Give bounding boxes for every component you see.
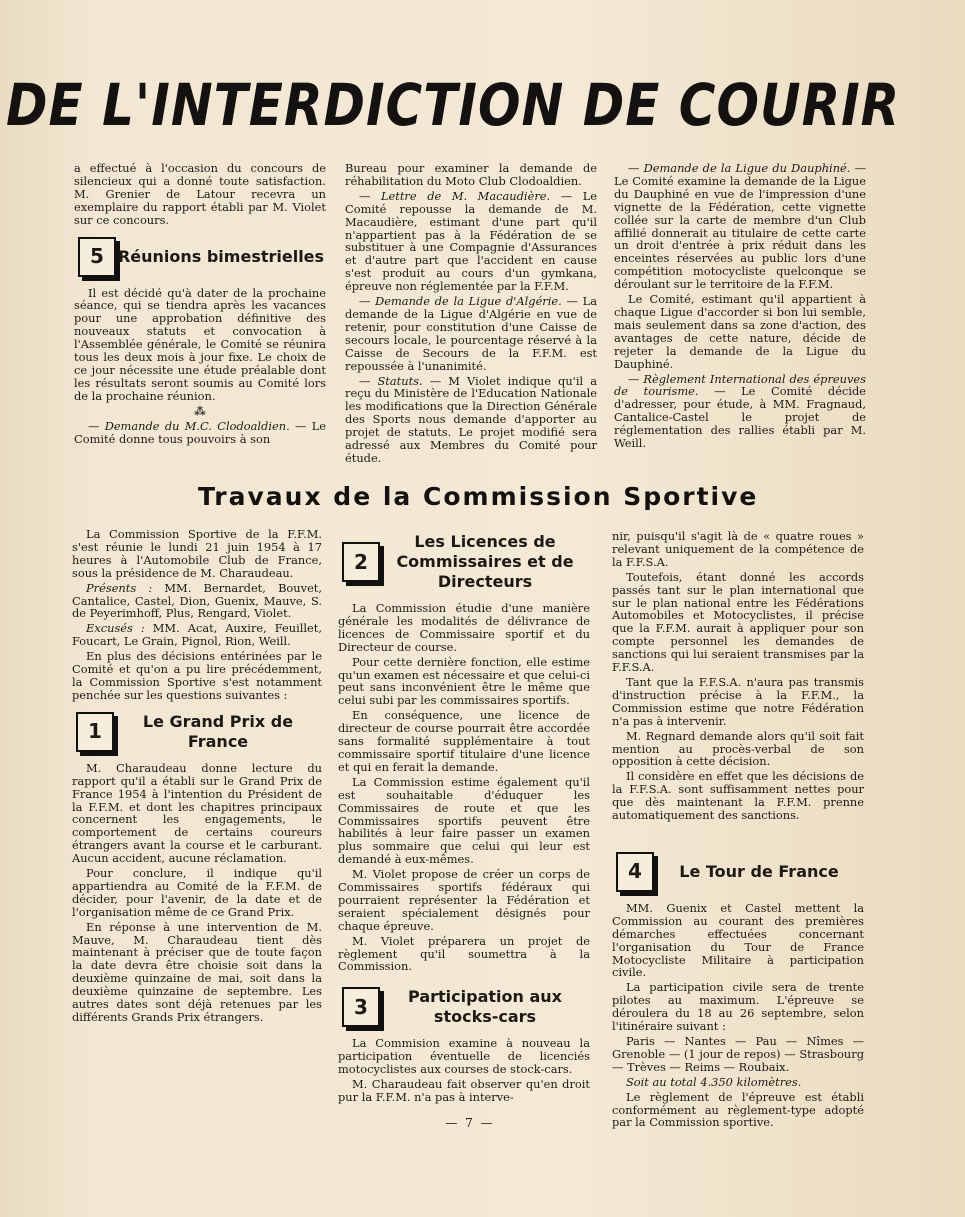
bottom-col3-paragraph: Toutefois, étant donné les accords passés tant sur le plan international que sur le plan national entre les Fédérations Automobiles et Motocyclistes, il précise que la F.F.M. aurait à appliquer pour son compte personnel les demandes de sanctions qui lui seraient transmises par la F.F.S.A. bbox=[612, 569, 864, 675]
section-title: Participation aux stocks-cars bbox=[408, 987, 562, 1027]
top-col3-paragraph: Le Comité, estimant qu'il appartient à chaque Ligue d'accorder si bon lui semble, mais seulement dans sa zone d'action, des avantages de cette nature, décide de rejeter la demande de la Ligue du Dauphiné. bbox=[614, 292, 866, 371]
bottom-col1-paragraph: La Commission Sportive de la F.F.M. s'est réunie le lundi 21 juin 1954 à 17 heures à l'Automobile Club de France, sous la présidence de M. Charaudeau. bbox=[72, 527, 322, 580]
bottom-col2-paragraph: La Commission estime également qu'il est souhaitable d'éduquer les Commissaires de route et que les Commissaires sportifs peuvent être habilités à leur faire passer un examen plus sommaire que celui qui leur est demandé à eux-mêmes. bbox=[338, 774, 590, 867]
bottom-col1-paragraph: Excusés : MM. Acat, Auxire, Feuillet, Foucart, Le Grain, Pignol, Rion, Weill. bbox=[72, 621, 322, 649]
bottom-col2-paragraph: Pour cette dernière fonction, elle estime qu'un examen est nécessaire et que celui-ci peut sans inconvénient être le même que celui subi par les commissaires sportifs. bbox=[338, 654, 590, 708]
section-number-badge: 2 bbox=[342, 542, 380, 582]
section-number-badge: 5 bbox=[78, 237, 116, 277]
top-col2-paragraph: Bureau pour examiner la demande de réhabilitation du Moto Club Clodoaldien. bbox=[345, 161, 597, 188]
section-title: Le Grand Prix de France bbox=[142, 711, 294, 751]
section-heading-3 bbox=[338, 987, 590, 1027]
bottom-col2-paragraph: M. Violet préparera un projet de règlement qu'il soumettra à la Commission. bbox=[338, 933, 590, 974]
section-title: Le Tour de France bbox=[679, 861, 839, 881]
section-number-badge: 4 bbox=[616, 852, 654, 892]
page-headline: DE L'INTERDICTION DE COURIR bbox=[6, 72, 901, 139]
bottom-col3-paragraph: Soit au total 4.350 kilomètres. bbox=[626, 1074, 802, 1089]
bottom-column-1 bbox=[72, 528, 322, 1026]
top-col2-paragraph: — Statuts. — M Violet indique qu'il a reçu du Ministère de l'Education Nationale les modifications que la Direction Générale des Sports nous demande d'apporter au projet de statuts. Le projet modifié sera adressé aux Membres du Comité pour étude. bbox=[345, 373, 598, 465]
top-col3-paragraph: — Règlement International des épreuves de tourisme. — Le Comité décide d'adresser, pour étude, à MM. Fragnaud, Cantalice-Castel le projet de réglementation des rallies établi par M. Weill. bbox=[614, 371, 866, 451]
bottom-column-2 bbox=[338, 530, 590, 1106]
section-heading: Travaux de la Commission Sportive bbox=[198, 482, 759, 511]
bottom-col1-paragraph: En plus des décisions entérinées par le Comité et qu'on a pu lire précédemment, la Commission Sportive s'est notamment penchée sur les questions suivantes : bbox=[72, 649, 322, 702]
bottom-col1-paragraph: M. Charaudeau donne lecture du rapport qu'il a établi sur le Grand Prix de France 1954 à l'intention du Président de la F.F.M. et dont les chapitres principaux concernent les engagements, le comportement de certains coureurs étrangers avant la course et le carburant. Aucun accident, aucune réclamation. bbox=[72, 760, 322, 866]
section-heading-1 bbox=[72, 712, 322, 752]
section-heading-4 bbox=[612, 852, 864, 892]
section-number-badge: 3 bbox=[342, 987, 380, 1027]
bottom-col1-paragraph: Présents : MM. Bernardet, Bouvet, Cantalice, Castel, Dion, Guenix, Mauve, S. de Peyerimhoff, Plus, Rengard, Violet. bbox=[72, 580, 323, 621]
bottom-col3-paragraph: nir, puisqu'il s'agit là de « quatre roues » relevant uniquement de la compétence de la F.F.S.A. bbox=[612, 529, 864, 569]
bottom-col3-paragraph: Le règlement de l'épreuve est établi conformément au règlement-type adopté par la Commission sportive. bbox=[612, 1089, 864, 1130]
bottom-col2-paragraph: M. Violet propose de créer un corps de Commissaires sportifs fédéraux qui pourraient représenter la Fédération et seraient spécialement désignés pour chaque épreuve. bbox=[338, 867, 590, 933]
bottom-col3-paragraph: M. Regnard demande alors qu'il soit fait mention au procès-verbal de son opposition à cette décision. bbox=[612, 728, 864, 769]
bottom-col2-paragraph: En conséquence, une licence de directeur de course pourrait être accordée sans formalité supplémentaire à tout commissaire sportif titulaire d'une licence et qui en ferait la demande. bbox=[338, 708, 590, 774]
page-number: — 7 — bbox=[445, 1116, 495, 1130]
bottom-col3-paragraph: Il considère en effet que les décisions de la F.F.S.A. sont suffisamment nettes pour que dès maintenant la F.F.M. prenne automatiquement des sanctions. bbox=[612, 769, 864, 823]
bottom-col1-paragraph: En réponse à une intervention de M. Mauve, M. Charaudeau tient dès maintenant à préciser que de toute façon la date devra être choisie soit dans la deuxième quinzaine de mai, soit dans la deuxième quinzaine de septembre. Les autres dates sont déjà retenues par les différents Grands Prix étrangers. bbox=[72, 919, 322, 1024]
bottom-col2-paragraph: M. Charaudeau fait observer qu'en droit pur la F.F.M. n'a pas à interve- bbox=[338, 1077, 590, 1104]
top-column-1 bbox=[74, 162, 326, 447]
top-col1-paragraph: Il est décidé qu'à dater de la prochaine séance, qui se tiendra après les vacances pour une approbation définitive des nouveaux statuts et convocation à l'Assemblée générale, le Comité se réunira tous les deux mois à jour fixe. Le choix de ce jour nécessite une étude préalable dont les résultats seront soumis au Comité lors de la prochaine réunion. bbox=[74, 285, 326, 403]
section-title: Réunions bimestrielles bbox=[117, 246, 325, 266]
top-col3-paragraph: — Demande de la Ligue du Dauphiné. — Le Comité examine la demande de la Ligue du Dauphiné en vue de l'impression d'une vignette de la Fédération, cette vignette collée sur la carte de membre d'un Club affilié donnerait au titulaire de cette carte un droit d'entrée à prix réduit dans les enceintes réservées au public lors d'une compétition motocycliste quelconque se déroulant sur le territoire de la F.F.M. bbox=[614, 161, 866, 292]
bottom-col1-paragraph: Pour conclure, il indique qu'il appartiendra au Comité de la F.F.M. de décider, pour l'avenir, de la date et de l'organisation même de ce Grand Prix. bbox=[72, 866, 322, 919]
section-heading-2 bbox=[338, 532, 590, 592]
section-title: Les Licences de Commissaires et de Directeurs bbox=[396, 532, 574, 591]
section-number-badge: 1 bbox=[76, 712, 114, 752]
top-col2-paragraph: — Demande de la Ligue d'Algérie. — La demande de la Ligue d'Algérie en vue de retenir, pour constitution d'une Caisse de secours locale, le pourcentage réservé à la Caisse de Secours de la F.F.M. est repoussée à l'unanimité. bbox=[345, 294, 598, 373]
asterism-separator: ⁂ bbox=[194, 403, 206, 418]
bottom-col3-paragraph: Tant que la F.F.S.A. n'aura pas transmis d'instruction précise à la F.F.M., la Commission estime que notre Fédération n'a pas à intervenir. bbox=[612, 674, 864, 728]
bottom-col3-paragraph: Paris — Nantes — Pau — Nîmes — Grenoble — (1 jour de repos) — Strasbourg — Trèves — Reims — Roubaix. bbox=[612, 1034, 864, 1074]
bottom-col3-paragraph: MM. Guenix et Castel mettent la Commission au courant des premières démarches effectuées concernant l'organisation du Tour de France Motocycliste Militaire à participation civile. bbox=[612, 900, 864, 980]
bottom-col2-paragraph: La Commission étudie d'une manière générale les modalités de délivrance de licences de Commissaire sportif et du Directeur de course. bbox=[338, 601, 590, 654]
bottom-col2-paragraph: La Commision examine à nouveau la participation éventuelle de licenciés motocyclistes aux courses de stock-cars. bbox=[338, 1036, 590, 1077]
top-column-3 bbox=[614, 162, 866, 452]
top-col1-paragraph: a effectué à l'occasion du concours de silencieux qui a donné toute satisfaction. M. Grenier de Latour recevra un exemplaire du rapport établi par M. Violet sur ce concours. bbox=[74, 161, 326, 227]
bottom-col3-paragraph: La participation civile sera de trente pilotes au maximum. L'épreuve se déroulera du 18 au 26 septembre, selon l'itinéraire suivant : bbox=[612, 980, 864, 1034]
top-column-2 bbox=[345, 162, 597, 467]
top-col1-paragraph: — Demande du M.C. Clodoaldien. — Le Comité donne tous pouvoirs à son bbox=[74, 418, 326, 446]
bottom-column-3 bbox=[612, 530, 864, 1131]
section-heading-5 bbox=[74, 237, 326, 277]
top-col2-paragraph: — Lettre de M. Macaudière. — Le Comité repousse la demande de M. Macaudière, estimant d'une part qu'il n'appartient pas à la Fédération de se substituer à une Compagnie d'Assurances et d'autre part que l'accident en cause s'est produit au cours d'un gymkana, épreuve non réglementée par la F.F.M. bbox=[345, 188, 597, 294]
